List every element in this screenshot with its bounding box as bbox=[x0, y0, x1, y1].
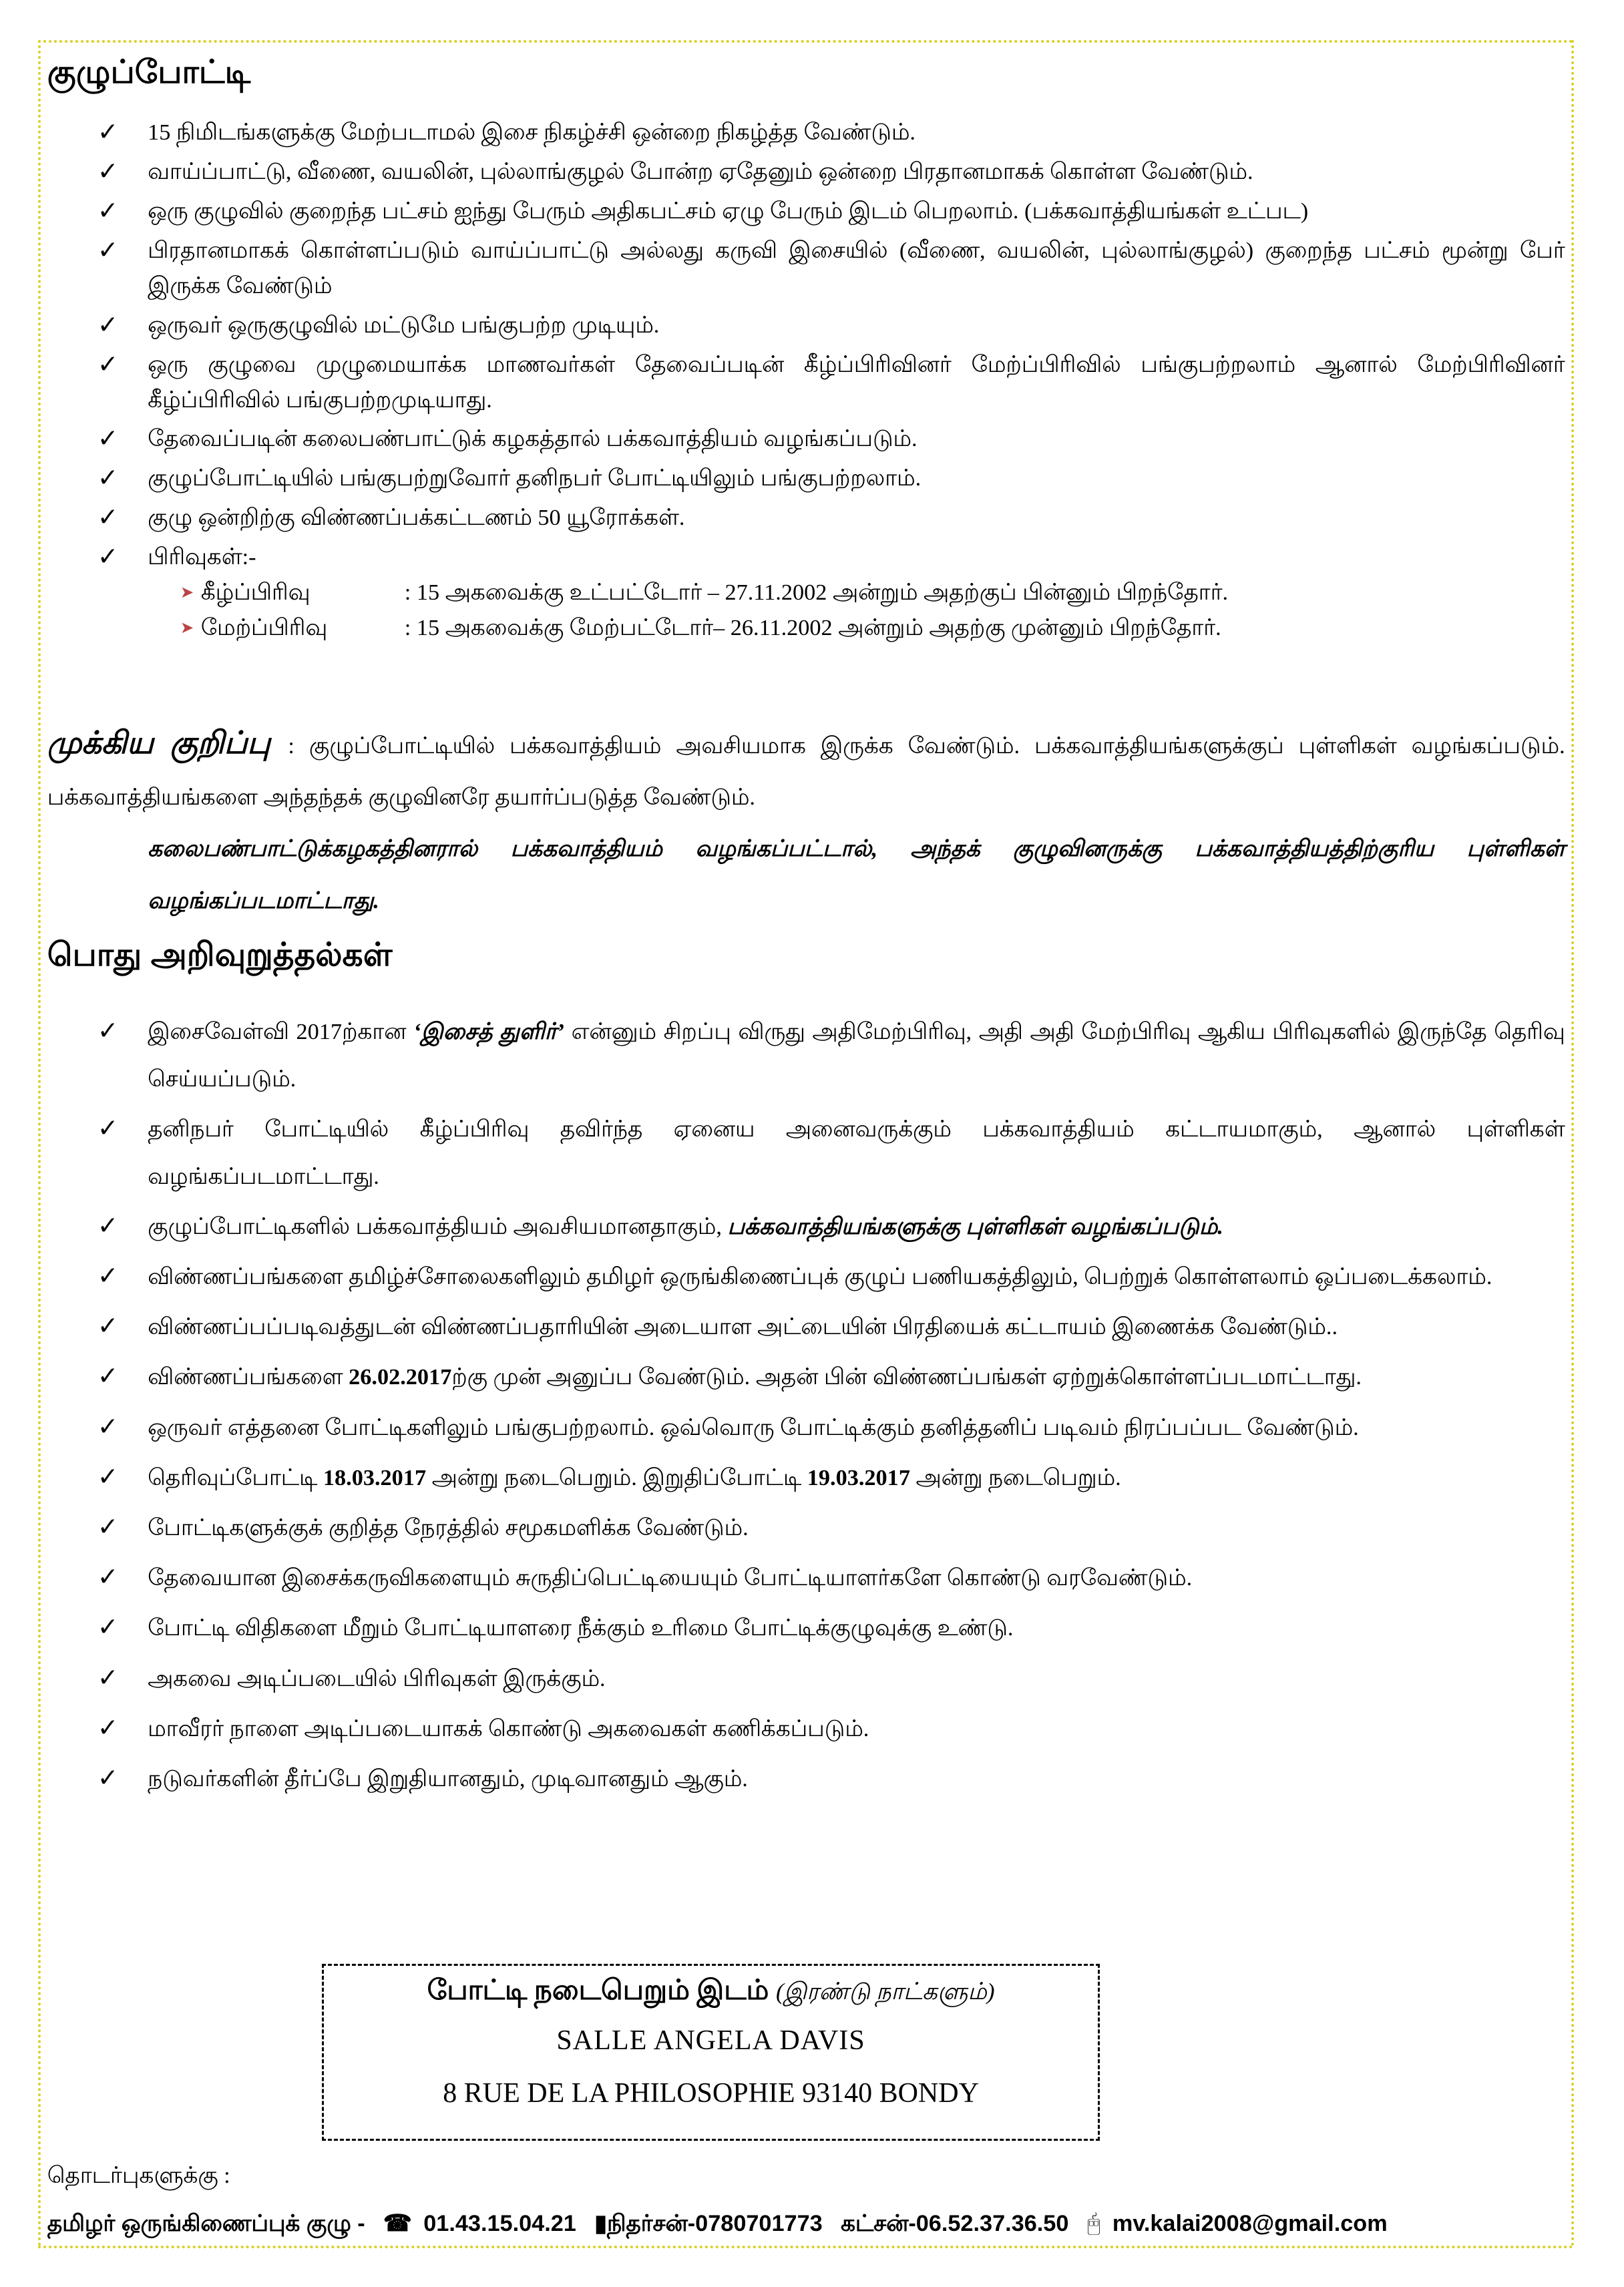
item-text: அன்று நடைபெறும். இறுதிப்போட்டி bbox=[426, 1464, 807, 1490]
item-text: தேவைப்படின் கலைபண்பாட்டுக் கழகத்தால் பக்கவாத்தியம் வழங்கப்படும். bbox=[148, 426, 918, 452]
telephone-icon: ☎ bbox=[383, 2210, 412, 2236]
division-row bbox=[180, 575, 1565, 610]
venue-address: 8 RUE DE LA PHILOSOPHIE 93140 BONDY bbox=[443, 2077, 979, 2109]
venue-title: போட்டி நடைபெறும் இடம் bbox=[427, 1974, 769, 2006]
list-item bbox=[97, 1454, 1565, 1502]
item-text: விண்ணப்பங்களை தமிழ்ச்சோலைகளிலும் தமிழர் ஒருங்கிணைப்புக் குழுப் பணியகத்திலும், பெற்றுக் கொள்ளலாம் ஒப்படைக்கலாம். bbox=[148, 1264, 1492, 1290]
list-item bbox=[97, 308, 1565, 343]
list-item bbox=[97, 1504, 1565, 1552]
item-text: விண்ணப்பங்களை bbox=[148, 1364, 349, 1390]
item-text: பிரிவுகள்:- bbox=[148, 544, 256, 570]
item-text: அகவை அடிப்படையில் பிரிவுகள் இருக்கும். bbox=[148, 1665, 606, 1691]
item-text: குழுப்போட்டிகளில் பக்கவாத்தியம் அவசியமானதாகும், bbox=[148, 1213, 728, 1239]
checkmark-icon: ✓ bbox=[97, 1463, 119, 1491]
checkmark-icon: ✓ bbox=[97, 465, 119, 493]
checkmark-icon: ✓ bbox=[97, 351, 119, 379]
division-text: : 15 அகவைக்கு உட்பட்டோர் – 27.11.2002 அன்றும் அதற்குப் பின்னும் பிறந்தோர். bbox=[404, 579, 1229, 605]
general-instructions-list bbox=[97, 1008, 1565, 1806]
checkmark-icon: ✓ bbox=[97, 1018, 119, 1046]
list-item bbox=[97, 1303, 1565, 1351]
item-text: ஒரு குழுவில் குறைந்த பட்சம் ஐந்து பேரும் அதிகபட்சம் ஏழு பேரும் இடம் பெறலாம். (பக்கவாத்தியங்கள் உட்பட) bbox=[148, 198, 1309, 224]
item-text: மாவீரர் நாளை அடிப்படையாகக் கொண்டு அகவைகள் கணிக்கப்படும். bbox=[148, 1715, 869, 1741]
division-row bbox=[180, 610, 1565, 646]
venue-box bbox=[322, 1964, 1100, 2141]
item-text: குழு ஒன்றிற்கு விண்ணப்பக்கட்டணம் 50 யூரோக்கள். bbox=[148, 504, 685, 530]
division-text: : 15 அகவைக்கு மேற்பட்டோர்– 26.11.2002 அன்றும் அதற்கு முன்னும் பிறந்தோர். bbox=[404, 614, 1221, 640]
note-label: முக்கிய குறிப்பு bbox=[47, 726, 270, 761]
checkmark-icon: ✓ bbox=[97, 1313, 119, 1341]
checkmark-icon: ✓ bbox=[97, 198, 119, 226]
checkmark-icon: ✓ bbox=[97, 1764, 119, 1792]
list-item bbox=[97, 347, 1565, 418]
checkmark-icon: ✓ bbox=[97, 1115, 119, 1143]
item-text: இசைவேள்வி 2017ற்கான bbox=[148, 1019, 414, 1045]
mouse-icon: 🖰 bbox=[1086, 2210, 1101, 2236]
item-text: நடுவர்களின் தீர்ப்பே இறுதியானதும், முடிவானதும் ஆகும். bbox=[148, 1765, 748, 1792]
list-item bbox=[97, 1008, 1565, 1103]
list-item bbox=[97, 1755, 1565, 1803]
item-text: 18.03.2017 bbox=[323, 1464, 427, 1490]
checkmark-icon: ✓ bbox=[97, 543, 119, 571]
contact-email[interactable]: mv.kalai2008@gmail.com bbox=[1112, 2210, 1388, 2236]
contact-label: தொடர்புகளுக்கு : bbox=[47, 2163, 230, 2189]
item-text: ‘இசைத் துளிர்’ bbox=[413, 1019, 565, 1045]
checkmark-icon: ✓ bbox=[97, 425, 119, 453]
list-item bbox=[97, 194, 1565, 229]
item-text: பக்கவாத்தியங்களுக்கு புள்ளிகள் வழங்கப்படும். bbox=[727, 1213, 1223, 1239]
list-item bbox=[97, 1354, 1565, 1401]
list-item bbox=[97, 1554, 1565, 1602]
item-text: என்னும் சிறப்பு விருது அதிமேற்பிரிவு, அதி அதி மேற்பிரிவு ஆகிய பிரிவுகளில் இருந்தே தெரிவு செய்யப்படும். bbox=[148, 1019, 1565, 1092]
item-text: ஒருவர் எத்தனை போட்டிகளிலும் பங்குபற்றலாம். ஒவ்வொரு போட்டிக்கும் தனித்தனிப் படிவம் நிரப்பப்பட வேண்டும். bbox=[148, 1414, 1359, 1440]
section-title-group-competition: குழுப்போட்டி bbox=[47, 53, 251, 90]
item-text: 26.02.2017 bbox=[349, 1364, 452, 1390]
contact-mobile-2: கட்சன்-06.52.37.36.50 bbox=[840, 2210, 1069, 2236]
item-text: ற்கு முன் அனுப்ப வேண்டும். அதன் பின் விண்ணப்பங்கள் ஏற்றுக்கொள்ளப்படமாட்டாது. bbox=[451, 1364, 1362, 1390]
venue-subtitle: (இரண்டு நாட்களும்) bbox=[775, 1977, 995, 2005]
list-item bbox=[97, 421, 1565, 457]
item-text: தனிநபர் போட்டியில் கீழ்ப்பிரிவு தவிர்ந்த ஏனைய அனைவருக்கும் பக்கவாத்தியம் கட்டாயமாகும், ஆனால் புள்ளிகள் வழங்கப்படமாட்டாது. bbox=[148, 1116, 1565, 1189]
list-item bbox=[97, 1203, 1565, 1251]
section-title-general-instructions: பொது அறிவுறுத்தல்கள் bbox=[47, 936, 393, 973]
divisions bbox=[148, 575, 1565, 646]
mobile-phone-icon: ▮ bbox=[594, 2210, 607, 2236]
arrow-icon: ➤ bbox=[180, 618, 194, 637]
checkmark-icon: ✓ bbox=[97, 1513, 119, 1541]
list-item bbox=[97, 461, 1565, 496]
list-item bbox=[97, 1605, 1565, 1652]
group-rules-list bbox=[97, 115, 1565, 649]
item-text: 19.03.2017 bbox=[807, 1464, 910, 1490]
item-text: அன்று நடைபெறும். bbox=[909, 1464, 1121, 1490]
checkmark-icon: ✓ bbox=[97, 1263, 119, 1291]
checkmark-icon: ✓ bbox=[97, 311, 119, 339]
checkmark-icon: ✓ bbox=[97, 1664, 119, 1692]
item-text: ஒருவர் ஒருகுழுவில் மட்டுமே பங்குபற்ற முடியும். bbox=[148, 312, 660, 338]
item-text: பிரதானமாகக் கொள்ளப்படும் வாய்ப்பாட்டு அல்லது கருவி இசையில் (வீணை, வயலின், புல்லாங்குழல்) குறைந்த பட்சம் மூன்று பேர் இருக்க வேண்டும் bbox=[148, 237, 1565, 298]
contact-line bbox=[47, 2210, 1400, 2240]
list-item bbox=[97, 1705, 1565, 1753]
checkmark-icon: ✓ bbox=[97, 236, 119, 264]
item-text: 15 நிமிடங்களுக்கு மேற்படாமல் இசை நிகழ்ச்சி ஒன்றை நிகழ்த்த வேண்டும். bbox=[148, 120, 916, 146]
checkmark-icon: ✓ bbox=[97, 1614, 119, 1642]
checkmark-icon: ✓ bbox=[97, 1212, 119, 1240]
checkmark-icon: ✓ bbox=[97, 1413, 119, 1441]
note-text: : குழுப்போட்டியில் பக்கவாத்தியம் அவசியமாக இருக்க வேண்டும். பக்கவாத்தியங்களுக்குப் புள்ளிகள் வழங்கப்படும். பக்கவாத்தியங்களை அந்தந்தக் குழுவினரே தயார்ப்படுத்த வேண்டும். bbox=[47, 733, 1565, 810]
checkmark-icon: ✓ bbox=[97, 1363, 119, 1391]
contact-phone: 01.43.15.04.21 bbox=[423, 2210, 576, 2236]
note-emphasis: கலைபண்பாட்டுக்கழகத்தினரால் பக்கவாத்தியம் வழங்கப்பட்டால், அந்தக் குழுவினருக்கு பக்கவாத்தியத்திற்குரிய புள்ளிகள் வழங்கப்படமாட்டாது. bbox=[148, 836, 1565, 913]
contact-org: தமிழர் ஒருங்கிணைப்புக் குழு - bbox=[47, 2210, 365, 2236]
division-label: கீழ்ப்பிரிவு bbox=[200, 579, 311, 605]
list-item bbox=[97, 1106, 1565, 1201]
list-item bbox=[97, 115, 1565, 150]
arrow-icon: ➤ bbox=[180, 583, 194, 602]
item-text: விண்ணப்பப்படிவத்துடன் விண்ணப்பதாரியின் அடையாள அட்டையின் பிரதியைக் கட்டாயம் இணைக்க வேண்டும்.. bbox=[148, 1314, 1338, 1340]
item-text: ஒரு குழுவை முழுமையாக்க மாணவர்கள் தேவைப்படின் கீழ்ப்பிரிவினர் மேற்ப்பிரிவில் பங்குபற்றலாம் ஆனால் மேற்பிரிவினர் கீழ்ப்பிரிவில் பங்குபற்றமுடியாது. bbox=[148, 351, 1565, 413]
checkmark-icon: ✓ bbox=[97, 503, 119, 532]
item-text: போட்டி விதிகளை மீறும் போட்டியாளரை நீக்கும் உரிமை போட்டிக்குழுவுக்கு உண்டு. bbox=[148, 1615, 1014, 1641]
item-text: தேவையான இசைக்கருவிகளையும் சுருதிப்பெட்டியையும் போட்டியாளர்களே கொண்டு வரவேண்டும். bbox=[148, 1565, 1193, 1591]
list-item bbox=[97, 1655, 1565, 1703]
item-text: குழுப்போட்டியில் பங்குபற்றுவோர் தனிநபர் போட்டியிலும் பங்குபற்றலாம். bbox=[148, 465, 922, 491]
checkmark-icon: ✓ bbox=[97, 1714, 119, 1742]
item-text: தெரிவுப்போட்டி bbox=[148, 1464, 323, 1490]
list-item bbox=[97, 233, 1565, 304]
checkmark-icon: ✓ bbox=[97, 158, 119, 186]
venue-hall: SALLE ANGELA DAVIS bbox=[556, 2025, 865, 2056]
checkmark-icon: ✓ bbox=[97, 1564, 119, 1592]
list-item bbox=[97, 154, 1565, 190]
list-item bbox=[97, 1404, 1565, 1452]
important-note bbox=[47, 718, 1565, 927]
contact-mobile-1: நிதர்சன்-0780701773 bbox=[606, 2210, 823, 2236]
item-text: வாய்ப்பாட்டு, வீணை, வயலின், புல்லாங்குழல் போன்ற ஏதேனும் ஒன்றை பிரதானமாகக் கொள்ள வேண்டும். bbox=[148, 159, 1253, 185]
item-text: போட்டிகளுக்குக் குறித்த நேரத்தில் சமூகமளிக்க வேண்டும். bbox=[148, 1514, 749, 1540]
division-label: மேற்ப்பிரிவு bbox=[200, 614, 328, 640]
list-item bbox=[97, 500, 1565, 536]
list-item bbox=[97, 540, 1565, 646]
checkmark-icon: ✓ bbox=[97, 119, 119, 147]
list-item bbox=[97, 1253, 1565, 1301]
